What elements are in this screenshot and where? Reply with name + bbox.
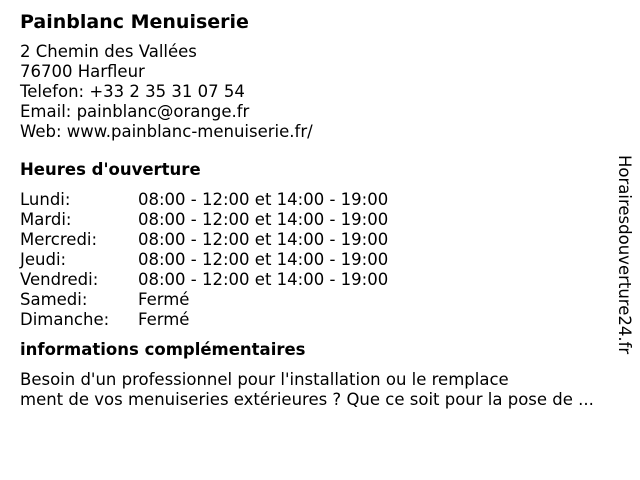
info-text-line-2: ment de vos menuiseries extérieures ? Que ce soit pour la pose de ...	[20, 390, 594, 409]
hours-row	[20, 230, 610, 250]
hours-row	[20, 250, 610, 270]
hours-row	[20, 190, 610, 210]
phone-line: Telefon: +33 2 35 31 07 54	[20, 82, 245, 101]
info-heading: informations complémentaires	[20, 340, 306, 359]
hours-row	[20, 270, 610, 290]
hours-time: Fermé	[138, 290, 190, 309]
hours-day: Dimanche:	[20, 310, 110, 329]
hours-heading: Heures d'ouverture	[20, 160, 201, 179]
hours-day: Mardi:	[20, 210, 72, 229]
address-city: 76700 Harfleur	[20, 62, 145, 81]
hours-row	[20, 210, 610, 230]
hours-day: Jeudi:	[20, 250, 67, 269]
hours-day: Mercredi:	[20, 230, 98, 249]
site-sidebar	[604, 135, 640, 375]
hours-time: Fermé	[138, 310, 190, 329]
hours-time: 08:00 - 12:00 et 14:00 - 19:00	[138, 270, 389, 289]
hours-row	[20, 290, 610, 310]
hours-time: 08:00 - 12:00 et 14:00 - 19:00	[138, 250, 389, 269]
hours-time: 08:00 - 12:00 et 14:00 - 19:00	[138, 210, 389, 229]
info-text-line-1: Besoin d'un professionnel pour l'installation ou le remplace	[20, 370, 509, 389]
email-line: Email: painblanc@orange.fr	[20, 102, 250, 121]
hours-day: Lundi:	[20, 190, 71, 209]
hours-row	[20, 310, 610, 330]
hours-day: Samedi:	[20, 290, 88, 309]
hours-day: Vendredi:	[20, 270, 99, 289]
hours-time: 08:00 - 12:00 et 14:00 - 19:00	[138, 190, 389, 209]
business-name: Painblanc Menuiserie	[20, 11, 249, 33]
address-street: 2 Chemin des Vallées	[20, 42, 197, 61]
site-watermark: Horairesdouverture24.fr	[615, 155, 634, 355]
website-line: Web: www.painblanc-menuiserie.fr/	[20, 122, 313, 141]
business-card	[20, 10, 610, 410]
hours-time: 08:00 - 12:00 et 14:00 - 19:00	[138, 230, 389, 249]
